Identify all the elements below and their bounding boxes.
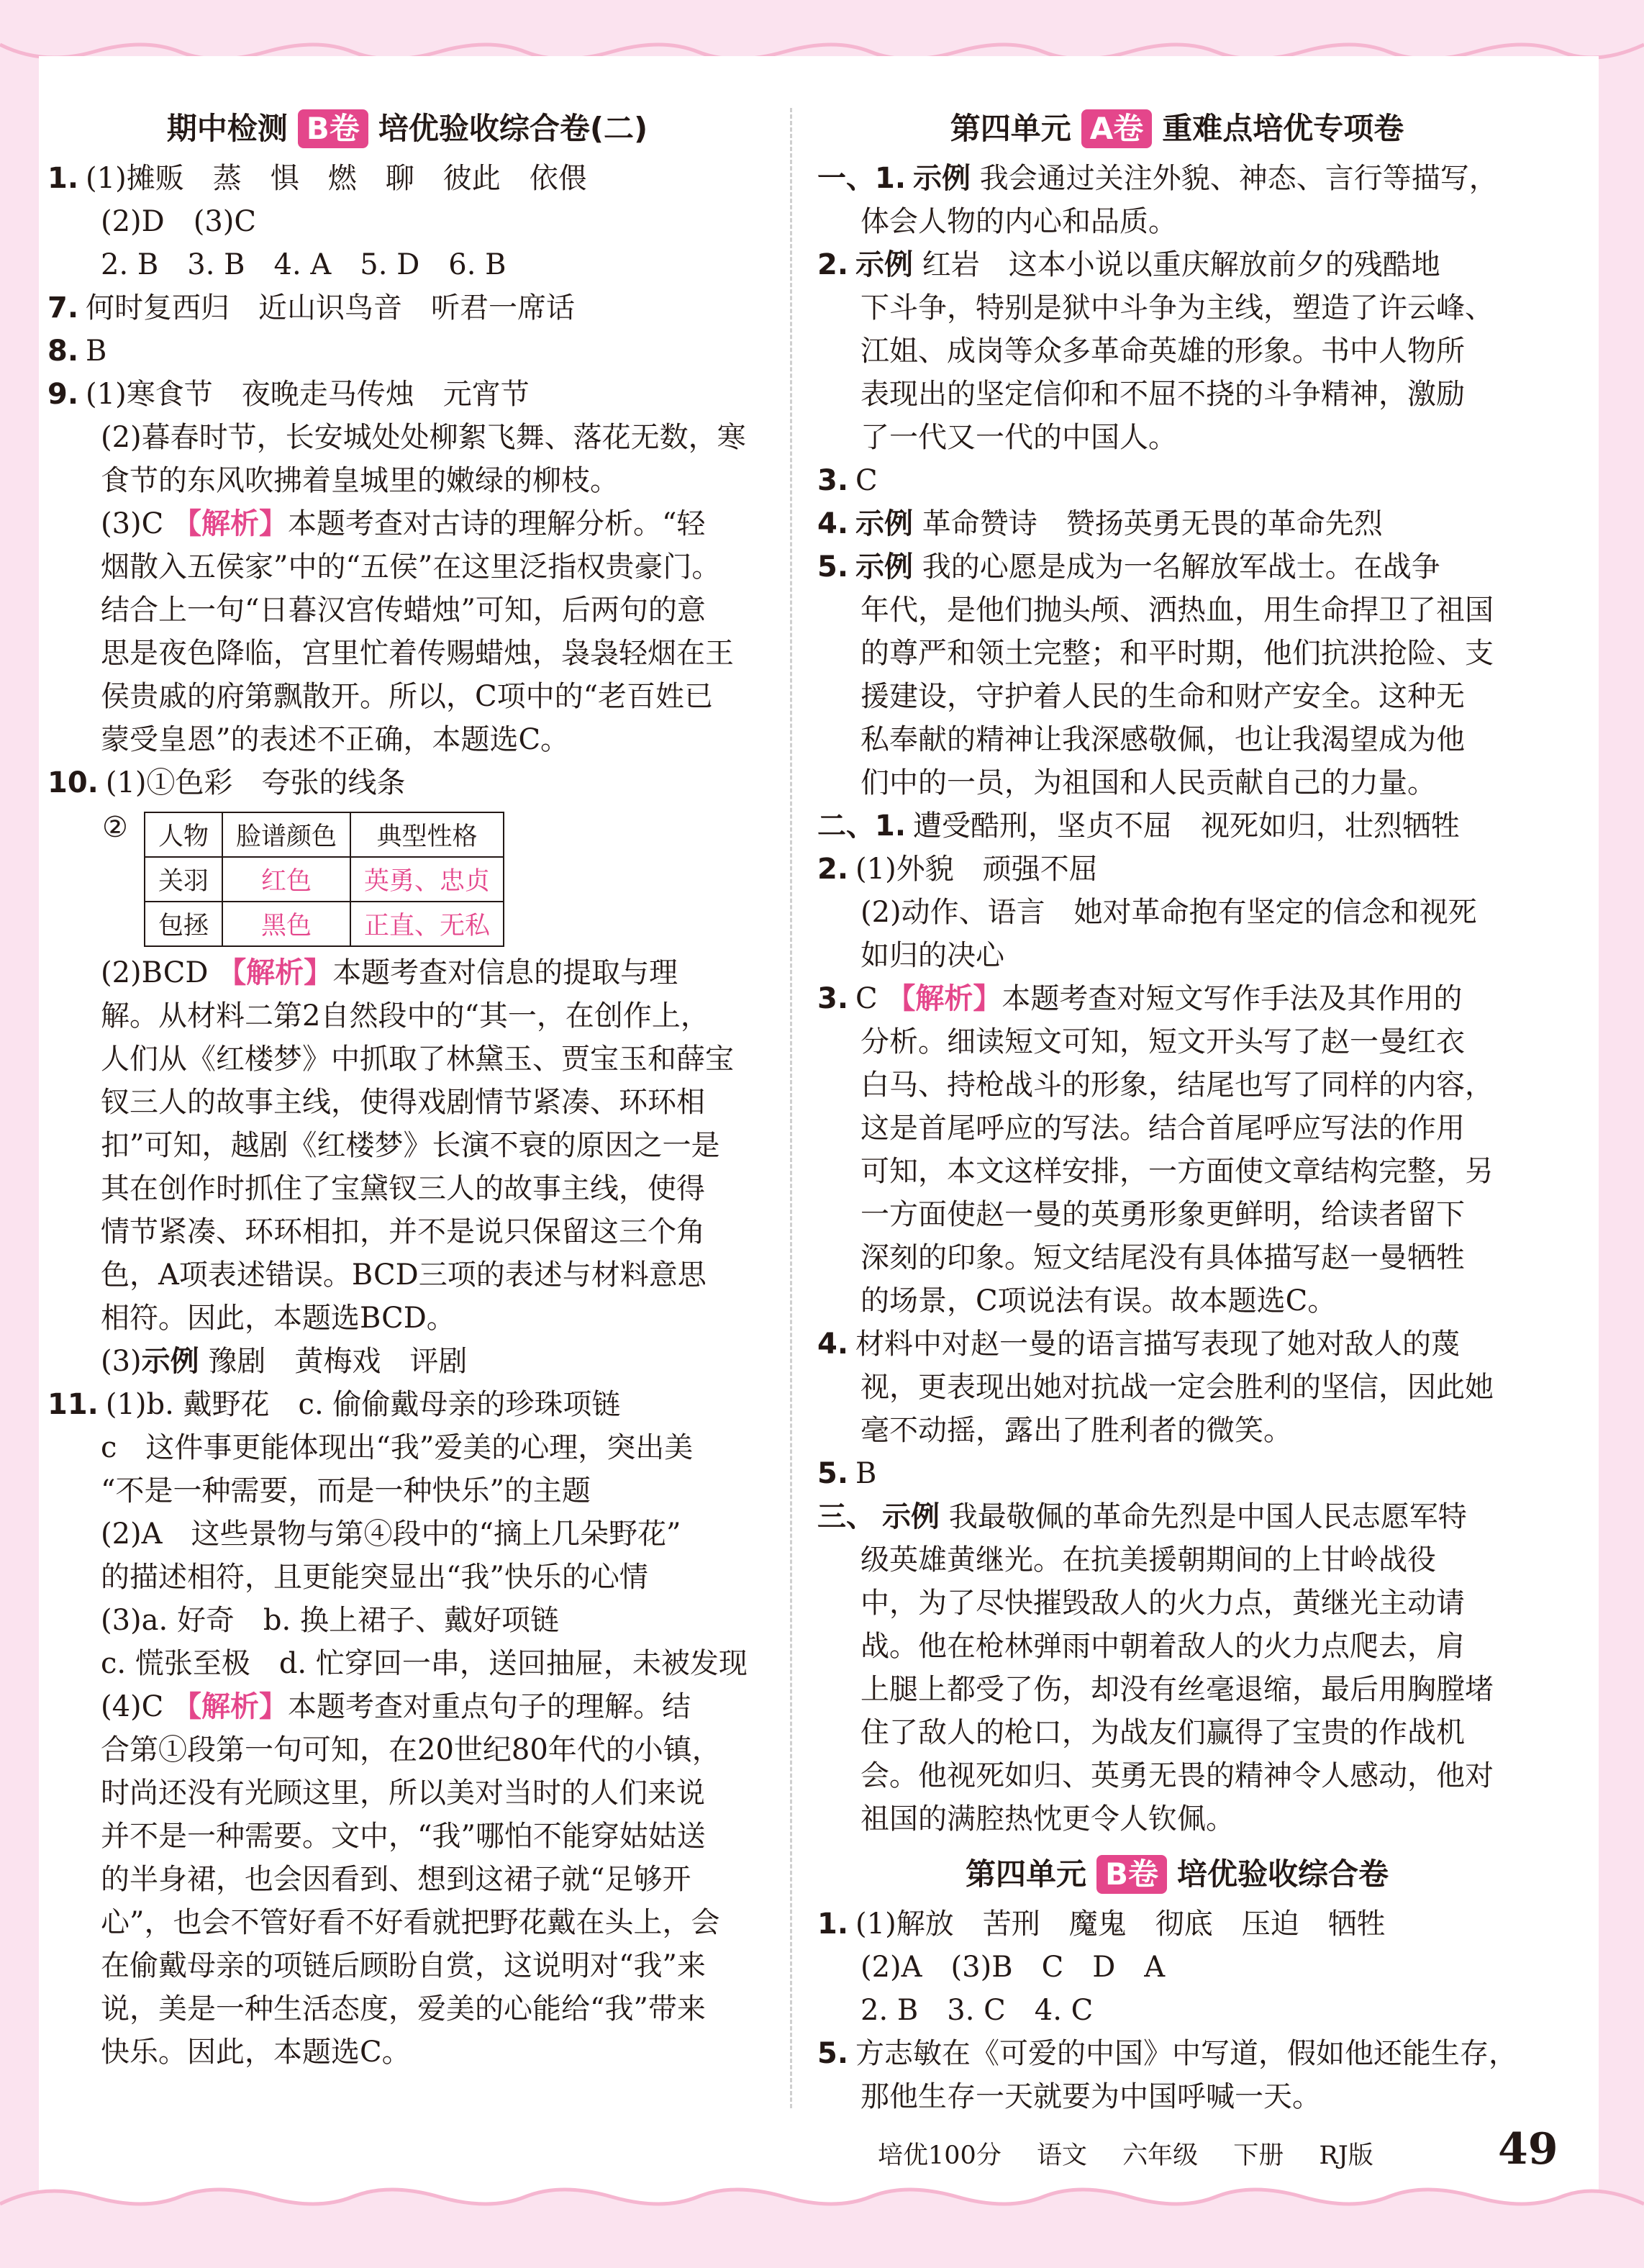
answer-text: (3)C	[101, 507, 173, 540]
answer-line	[817, 1107, 1537, 1150]
question-number: 8.	[47, 335, 79, 368]
page-number: 49	[1498, 2124, 1558, 2174]
answer-text: 心”，也会不管好看不好看就把野花戴在头上，会	[101, 1906, 720, 1939]
analysis-tag: 【解析】	[172, 1690, 288, 1723]
answer-text: (1)摊贩 蒸 惧 燃 聊 彼此 依偎	[86, 162, 587, 195]
answer-line	[47, 1987, 767, 2031]
example-tag: 示例	[882, 1500, 940, 1533]
answer-line	[47, 1297, 767, 1340]
question-number: 9.	[47, 378, 79, 411]
table-header-cell: 脸谱颜色	[222, 812, 350, 857]
answer-line	[817, 2075, 1537, 2118]
question-number: 4.	[817, 507, 849, 540]
answer-line	[817, 1495, 1537, 1538]
answer-text: 其在创作时抓住了宝黛钗三人的故事主线，使得	[101, 1172, 705, 1205]
answer-text: 时尚还没有光顾这里，所以美对当时的人们来说	[101, 1777, 705, 1810]
answer-text: 分析。细读短文可知，短文开头写了赵一曼红衣	[860, 1025, 1465, 1058]
answer-line	[47, 330, 767, 373]
answer-text: C	[855, 464, 878, 497]
question-number: 3.	[817, 464, 849, 497]
section-title-midterm: 期中检测 B卷 培优验收综合卷(二)	[47, 101, 767, 157]
answer-line	[817, 243, 1537, 286]
answer-text: 江姐、成岗等众多革命英雄的形象。书中人物所	[860, 335, 1465, 368]
answer-line	[47, 243, 767, 286]
answer-line	[817, 545, 1537, 589]
question-number: 3.	[817, 982, 849, 1015]
table-cell: 正直、无私	[350, 902, 504, 946]
answer-line	[817, 1946, 1537, 1989]
answer-text: 红岩 这本小说以重庆解放前夕的残酷地	[913, 248, 1440, 281]
answer-text: 级英雄黄继光。在抗美援朝期间的上甘岭战役	[860, 1543, 1436, 1577]
example-tag: 示例	[855, 550, 914, 584]
answer-line	[817, 848, 1537, 891]
answer-text: 2. B 3. B 4. A 5. D 6. B	[101, 248, 507, 281]
answer-line	[817, 1989, 1537, 2032]
answer-line	[47, 373, 767, 416]
section-title-unit4-a: 第四单元 A卷 重难点培优专项卷	[817, 101, 1537, 157]
answer-line	[47, 286, 767, 330]
answer-text: 合第①段第一句可知，在20世纪80年代的小镇，	[101, 1733, 721, 1766]
answer-text: (3)a. 好奇 b. 换上裙子、戴好项链	[101, 1604, 559, 1637]
table-cell: 红色	[222, 857, 350, 902]
answer-line	[47, 632, 767, 675]
answer-line	[817, 1150, 1537, 1193]
question-number: 5.	[817, 1457, 849, 1490]
table-marker: ②	[102, 811, 128, 844]
answer-line	[817, 1668, 1537, 1711]
answer-line	[817, 416, 1537, 459]
example-tag: 示例	[855, 248, 914, 281]
answer-line	[47, 2031, 767, 2074]
question-number: 二、1.	[817, 809, 907, 843]
answer-line	[47, 1642, 767, 1685]
answer-text: 祖国的满腔热忱更令人钦佩。	[860, 1802, 1235, 1836]
answer-line	[47, 1512, 767, 1556]
question-number: 5.	[817, 550, 849, 584]
example-tag: 示例	[141, 1345, 199, 1378]
footer	[878, 2136, 1597, 2186]
answer-text: 说，美是一种生活态度，爱美的心能给“我”带来	[101, 1992, 706, 2026]
answer-list	[817, 157, 1537, 1841]
answer-line	[817, 1279, 1537, 1323]
answer-text: (2)A 这些景物与第④段中的“摘上几朵野花”	[101, 1518, 681, 1551]
section-title-unit4-b: 第四单元 B卷 培优验收综合卷	[817, 1846, 1537, 1902]
answer-line	[47, 1340, 767, 1383]
answer-line	[817, 1063, 1537, 1107]
answer-line	[47, 502, 767, 545]
example-tag: 示例	[855, 507, 914, 540]
answer-line	[47, 545, 767, 589]
answer-line	[817, 157, 1537, 200]
left-column	[47, 101, 767, 2074]
answer-text: (1)解放 苦刑 魔鬼 彻底 压迫 牺牲	[855, 1908, 1386, 1941]
question-number: 2.	[817, 853, 849, 886]
answer-line	[47, 1124, 767, 1167]
answer-list	[817, 1902, 1537, 2118]
answer-line	[47, 951, 767, 994]
answer-list	[47, 157, 767, 804]
right-column	[817, 101, 1537, 2118]
answer-line	[47, 1469, 767, 1512]
answer-text: 一方面使赵一曼的英勇形象更鲜明，给读者留下	[860, 1198, 1465, 1231]
footer-book: 培优100分	[878, 2141, 1002, 2170]
answer-line	[47, 1038, 767, 1081]
answer-text: 战。他在枪林弹雨中朝着敌人的火力点爬去，肩	[860, 1630, 1465, 1663]
table-header-cell: 人物	[145, 812, 222, 857]
answer-text: 的描述相符，且更能突显出“我”快乐的心情	[101, 1561, 648, 1594]
question-number: 三、	[817, 1500, 875, 1533]
answer-line	[47, 459, 767, 502]
answer-text: 结合上一句“日暮汉宫传蜡烛”可知，后两句的意	[101, 594, 706, 627]
answer-line	[47, 1383, 767, 1426]
answer-line	[47, 1599, 767, 1642]
section-badge: A卷	[1081, 109, 1153, 148]
answer-line	[817, 1409, 1537, 1452]
question-number: 2.	[817, 248, 849, 281]
answer-line	[817, 1538, 1537, 1582]
answer-line	[47, 1685, 767, 1728]
answer-text: 私奉献的精神让我深感敬佩，也让我渴望成为他	[860, 723, 1465, 756]
answer-text: 会。他视死如归、英勇无畏的精神令人感动，他对	[860, 1759, 1494, 1792]
answer-text: (1)寒食节 夜晚走马传烛 元宵节	[86, 378, 530, 411]
footer-grade: 六年级	[1122, 2141, 1199, 2170]
answer-text: 住了敌人的枪口，为战友们赢得了宝贵的作战机	[860, 1716, 1465, 1749]
answer-text: (4)C	[101, 1690, 173, 1723]
question-number: 1.	[817, 1908, 849, 1941]
answer-line	[47, 1253, 767, 1297]
answer-text: 并不是一种需要。文中，“我”哪怕不能穿姑姑送	[101, 1820, 706, 1853]
answer-text: 的半身裙，也会因看到、想到这裙子就“足够开	[101, 1863, 691, 1896]
answer-text: 食节的东风吹拂着皇城里的嫩绿的柳枝。	[101, 464, 619, 497]
answer-text: 豫剧 黄梅戏 评剧	[199, 1345, 468, 1378]
answer-text: 快乐。因此，本题选C。	[101, 2036, 411, 2069]
answer-line	[817, 1236, 1537, 1279]
answer-text: 解。从材料二第2自然段中的“其一，在创作上，	[101, 999, 709, 1033]
answer-text: 钗三人的故事主线，使得戏剧情节紧凑、环环相	[101, 1086, 705, 1119]
column-divider	[790, 108, 792, 2108]
answer-text: (2)BCD	[101, 956, 218, 989]
section-badge: B卷	[298, 109, 368, 148]
answer-text: 烟散入五侯家”中的“五侯”在这里泛指权贵豪门。	[101, 550, 721, 584]
answer-line	[47, 994, 767, 1038]
answer-line	[47, 1728, 767, 1772]
answer-line	[817, 977, 1537, 1020]
answer-line	[817, 1797, 1537, 1841]
answer-line	[817, 1754, 1537, 1797]
answer-line	[47, 1081, 767, 1124]
answer-text: 遭受酷刑，坚贞不屈 视死如归，壮烈牺牲	[913, 809, 1461, 843]
answer-text: 蒙受皇恩”的表述不正确，本题选C。	[101, 723, 570, 756]
answer-text: (2)动作、语言 她对革命抱有坚定的信念和视死	[860, 896, 1477, 929]
analysis-tag: 【解析】	[172, 507, 288, 540]
answer-text: 下斗争，特别是狱中斗争为主线，塑造了许云峰、	[860, 291, 1494, 325]
answer-line	[817, 286, 1537, 330]
answer-line	[47, 761, 767, 804]
answer-text: 了一代又一代的中国人。	[860, 421, 1177, 454]
table-header-cell: 典型性格	[350, 812, 504, 857]
answer-text: 革命赞诗 赞扬英勇无畏的革命先烈	[913, 507, 1383, 540]
question-number: 4.	[817, 1328, 849, 1361]
answer-text: B	[855, 1457, 877, 1490]
analysis-tag: 【解析】	[886, 982, 1002, 1015]
answer-text: 材料中对赵一曼的语言描写表现了她对敌人的蔑	[855, 1328, 1461, 1361]
answer-line	[817, 1452, 1537, 1495]
answer-line	[817, 934, 1537, 977]
answer-text: 在偷戴母亲的项链后顾盼自赏，这说明对“我”来	[101, 1949, 706, 1982]
answer-text: 白马、持枪战斗的形象，结尾也写了同样的内容，	[860, 1069, 1494, 1102]
answer-text: 中，为了尽快摧毁敌人的火力点，黄继光主动请	[860, 1587, 1465, 1620]
question-number: 1.	[47, 162, 79, 195]
answer-text: “不是一种需要，而是一种快乐”的主题	[101, 1474, 591, 1507]
analysis-tag: 【解析】	[217, 956, 333, 989]
footer-edition: RJ版	[1319, 2141, 1373, 2170]
answer-line	[47, 1210, 767, 1253]
answer-line	[817, 330, 1537, 373]
answer-text: 本题考查对重点句子的理解。结	[287, 1690, 691, 1723]
answer-text: 毫不动摇，露出了胜利者的微笑。	[860, 1414, 1292, 1447]
answer-text: 年代，是他们抛头颅、洒热血，用生命捍卫了祖国	[860, 594, 1494, 627]
answer-line	[47, 1944, 767, 1987]
answer-text: 2. B 3. C 4. C	[860, 1994, 1094, 2027]
answer-text: 我最敬佩的革命先烈是中国人民志愿军特	[940, 1500, 1467, 1533]
table-cell: 包拯	[145, 902, 222, 946]
table-row	[145, 902, 504, 946]
answer-line	[817, 2032, 1537, 2075]
answer-text: 深刻的印象。短文结尾没有具体描写赵一曼牺牲	[860, 1241, 1465, 1274]
answer-text: (2)暮春时节，长安城处处柳絮飞舞、落花无数，寒	[101, 421, 746, 454]
table-header-row	[145, 812, 504, 857]
answer-line	[817, 675, 1537, 718]
answer-text: 我会通过关注外貌、神态、言行等描写，	[971, 162, 1498, 195]
answer-line	[817, 502, 1537, 545]
answer-text: c 这件事更能体现出“我”爱美的心理，突出美	[101, 1431, 694, 1464]
answer-text: 我的心愿是成为一名解放军战士。在战争	[913, 550, 1440, 584]
answer-text: 表现出的坚定信仰和不屈不挠的斗争精神，激励	[860, 378, 1465, 411]
answer-line	[47, 1815, 767, 1858]
answer-text: 视，更表现出她对抗战一定会胜利的坚信，因此她	[860, 1371, 1494, 1404]
answer-text: (1)外貌 顽强不屈	[855, 853, 1098, 886]
answer-text: 那他生存一天就要为中国呼喊一天。	[860, 2080, 1321, 2113]
answer-line	[817, 761, 1537, 804]
section-badge: B卷	[1096, 1855, 1167, 1894]
question-number: 11.	[47, 1388, 99, 1421]
answer-line	[47, 675, 767, 718]
answer-line	[817, 1323, 1537, 1366]
footer-volume: 下册	[1233, 2141, 1284, 2170]
footer-subject: 语文	[1036, 2141, 1087, 2170]
answer-line	[817, 1582, 1537, 1625]
answer-text: 的尊严和领土完整；和平时期，他们抗洪抢险、支	[860, 637, 1494, 670]
answer-text: 的场景，C项说法有误。故本题选C。	[860, 1284, 1337, 1317]
answer-line	[47, 1772, 767, 1815]
question-number: 5.	[817, 2037, 849, 2070]
answer-line	[47, 718, 767, 761]
answer-text: 思是夜色降临，宫里忙着传赐蜡烛，袅袅轻烟在王	[101, 637, 734, 670]
answer-text: 这是首尾呼应的写法。结合首尾呼应写法的作用	[860, 1112, 1465, 1145]
answer-line	[47, 1167, 767, 1210]
answer-line	[47, 157, 767, 200]
answer-line	[817, 1625, 1537, 1668]
answer-text: (1)①色彩 夸张的线条	[105, 766, 406, 799]
answer-line	[817, 200, 1537, 243]
answer-text: 上腿上都受了伤，却没有丝毫退缩，最后用胸膛堵	[860, 1673, 1494, 1706]
answer-text: 情节紧凑、环环相扣，并不是说只保留这三个角	[101, 1215, 705, 1248]
table-cell: 黑色	[222, 902, 350, 946]
answer-text: 本题考查对信息的提取与理	[332, 956, 678, 989]
answer-text: 本题考查对古诗的理解分析。“轻	[287, 507, 706, 540]
answer-text: 方志敏在《可爱的中国》中写道，假如他还能生存，	[855, 2037, 1518, 2070]
bottom-wave-border	[0, 2177, 1644, 2268]
facial-makeup-table-block	[47, 804, 767, 951]
facial-makeup-table	[144, 812, 504, 947]
question-number: 10.	[47, 766, 99, 799]
question-number: 一、1.	[817, 162, 907, 195]
answer-text: (2)D (3)C	[101, 205, 256, 238]
answer-text: B	[86, 335, 107, 368]
answer-text: (2)A (3)B C D A	[860, 1951, 1166, 1984]
answer-line	[817, 1366, 1537, 1409]
answer-text: 如归的决心	[860, 939, 1004, 972]
answer-line	[817, 1193, 1537, 1236]
answer-line	[817, 632, 1537, 675]
answer-line	[47, 416, 767, 459]
answer-text: 们中的一员，为祖国和人民贡献自己的力量。	[860, 766, 1436, 799]
answer-text: 可知，本文这样安排，一方面使文章结构完整，另	[860, 1155, 1494, 1188]
answer-text: 人们从《红楼梦》中抓取了林黛玉、贾宝玉和薛宝	[101, 1043, 734, 1076]
answer-text: 色，A项表述错误。BCD三项的表述与材料意思	[101, 1258, 707, 1292]
answer-line	[47, 200, 767, 243]
example-tag: 示例	[913, 162, 971, 195]
answer-text: 援建设，守护着人民的生命和财产安全。这种无	[860, 680, 1465, 713]
question-number: 7.	[47, 291, 79, 325]
answer-line	[817, 1711, 1537, 1754]
answer-text: 本题考查对短文写作手法及其作用的	[1002, 982, 1463, 1015]
answer-text: 相符。因此，本题选BCD。	[101, 1302, 455, 1335]
answer-text: C	[855, 982, 887, 1015]
answer-list	[47, 951, 767, 2074]
answer-line	[47, 1858, 767, 1901]
table-cell: 英勇、忠贞	[350, 857, 504, 902]
answer-line	[817, 589, 1537, 632]
answer-line	[817, 1020, 1537, 1063]
answer-line	[47, 1901, 767, 1944]
answer-line	[47, 1556, 767, 1599]
answer-line	[47, 1426, 767, 1469]
answer-text: 扣”可知，越剧《红楼梦》长演不衰的原因之一是	[101, 1129, 720, 1162]
answer-text: 体会人物的内心和品质。	[860, 205, 1177, 238]
answer-text: (1)b. 戴野花 c. 偷偷戴母亲的珍珠项链	[105, 1388, 621, 1421]
table-cell: 关羽	[145, 857, 222, 902]
answer-text: 侯贵戚的府第飘散开。所以，C项中的“老百姓已	[101, 680, 714, 713]
answer-text: (3)	[101, 1345, 142, 1378]
answer-line	[817, 718, 1537, 761]
answer-line	[817, 373, 1537, 416]
answer-text: c. 慌张至极 d. 忙穿回一串，送回抽屉，未被发现	[101, 1647, 748, 1680]
table-row	[145, 857, 504, 902]
answer-line	[817, 1902, 1537, 1946]
answer-line	[817, 459, 1537, 502]
answer-line	[47, 589, 767, 632]
answer-line	[817, 891, 1537, 934]
answer-line	[817, 804, 1537, 848]
answer-text: 何时复西归 近山识鸟音 听君一席话	[86, 291, 576, 325]
